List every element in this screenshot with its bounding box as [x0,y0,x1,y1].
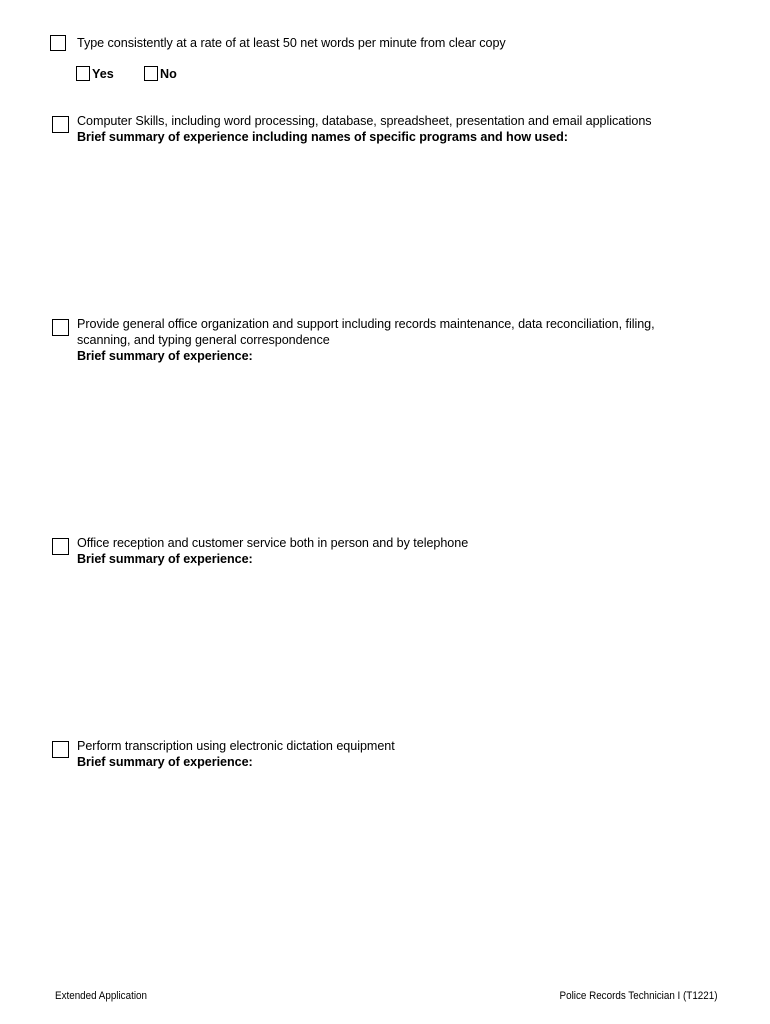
office-organization-checkbox[interactable] [52,319,69,336]
transcription-prompt: Brief summary of experience: [77,755,253,769]
typing-speed-label: Type consistently at a rate of at least 50 net words per minute from clear copy [77,36,506,50]
office-organization-label-line2: scanning, and typing general correspondence [77,333,330,347]
typing-yes-checkbox[interactable] [76,66,90,81]
typing-no-checkbox[interactable] [144,66,158,81]
transcription-label: Perform transcription using electronic dictation equipment [77,739,395,753]
office-organization-prompt: Brief summary of experience: [77,349,253,363]
transcription-answer-area[interactable] [77,773,697,973]
footer-position-title: Police Records Technician I (T1221) [560,990,718,1002]
footer-document-name: Extended Application [55,990,147,1002]
reception-checkbox[interactable] [52,538,69,555]
office-organization-answer-area[interactable] [77,367,697,532]
typing-no-label: No [160,67,177,81]
computer-skills-label: Computer Skills, including word processing, database, spreadsheet, presentation and email applications [77,114,652,128]
computer-skills-checkbox[interactable] [52,116,69,133]
transcription-checkbox[interactable] [52,741,69,758]
typing-yes-label: Yes [92,67,114,81]
computer-skills-answer-area[interactable] [77,148,697,313]
computer-skills-prompt: Brief summary of experience including names of specific programs and how used: [77,130,568,144]
reception-label: Office reception and customer service both in person and by telephone [77,536,469,550]
office-organization-label-line1: Provide general office organization and support including records maintenance, data reconciliation, filing, [77,317,655,331]
typing-speed-checkbox[interactable] [50,35,66,51]
reception-prompt: Brief summary of experience: [77,552,253,566]
reception-answer-area[interactable] [77,570,697,735]
